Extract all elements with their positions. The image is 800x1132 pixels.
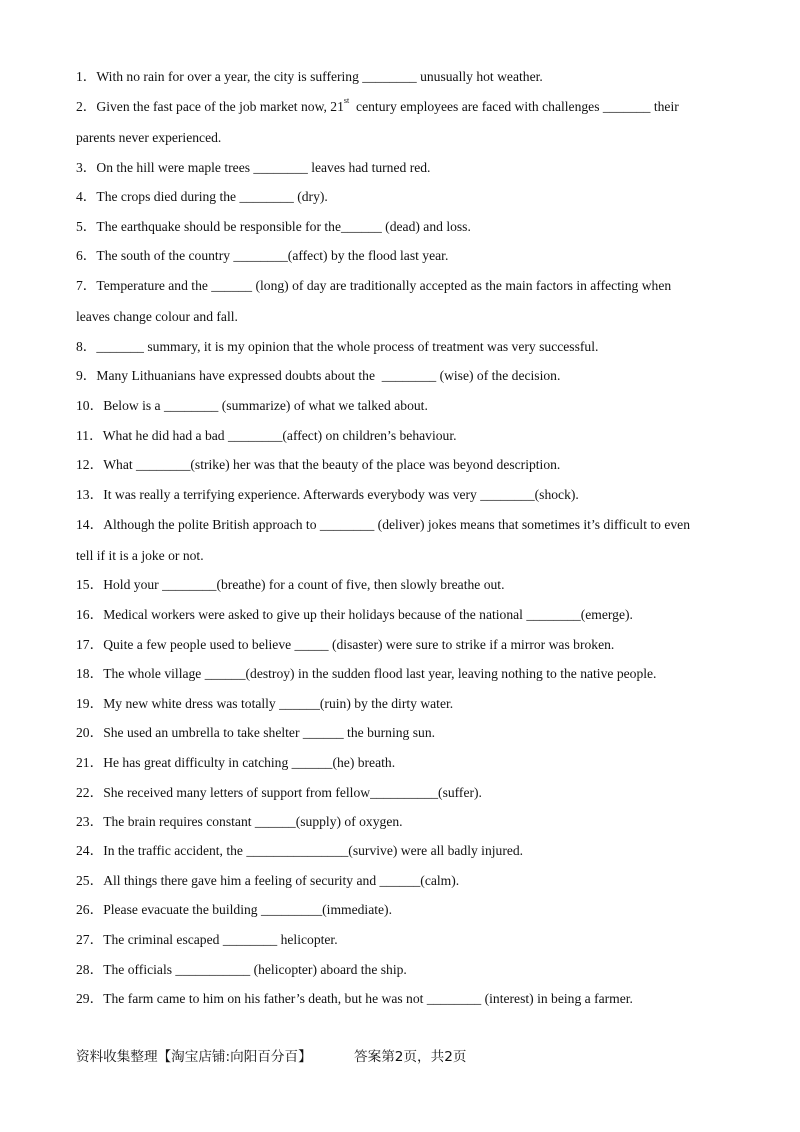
question-13 [76, 485, 579, 505]
question-text: With no rain for over a year, the city is suffering ________ unusually hot weather. [96, 69, 543, 84]
question-8 [76, 337, 598, 357]
question-number: 23． [76, 814, 104, 829]
question-27 [76, 930, 338, 950]
question-number: 29． [76, 991, 104, 1006]
question-5 [76, 217, 471, 237]
question-text: The south of the country ________(affect) by the flood last year. [96, 248, 449, 263]
question-number: 12． [76, 457, 104, 472]
question-text: The whole village ______(destroy) in the sudden flood last year, leaving nothing to the native people. [103, 666, 657, 681]
question-text: The earthquake should be responsible for the______ (dead) and loss. [96, 219, 471, 234]
question-number: 22． [76, 785, 104, 800]
question-number: 21． [76, 755, 104, 770]
question-number: 6． [76, 248, 97, 263]
question-number: 1． [76, 69, 97, 84]
question-text: All things there gave him a feeling of security and ______(calm). [103, 873, 460, 888]
question-number: 15． [76, 577, 104, 592]
question-text: The crops died during the ________ (dry). [96, 189, 328, 204]
question-26 [76, 900, 392, 920]
question-text: She used an umbrella to take shelter ______ the burning sun. [103, 725, 436, 740]
question-continuation: leaves change colour and fall. [76, 309, 238, 324]
question-text: She received many letters of support from fellow__________(suffer). [103, 785, 482, 800]
question-text: What he did had a bad ________(affect) on children’s behaviour. [102, 428, 457, 443]
question-number: 10． [76, 398, 104, 413]
question-7 [76, 276, 671, 296]
question-text: _______ summary, it is my opinion that the whole process of treatment was very successful. [96, 339, 599, 354]
question-number: 11． [76, 428, 103, 443]
question-6 [76, 246, 448, 266]
question-text: The farm came to him on his father’s death, but he was not ________ (interest) in being a farmer. [103, 991, 633, 1006]
question-number: 20． [76, 725, 104, 740]
question-number: 17． [76, 637, 104, 652]
question-number: 3． [76, 160, 97, 175]
question-number: 16． [76, 607, 104, 622]
question-3 [76, 158, 430, 178]
question-text: Quite a few people used to believe _____ (disaster) were sure to strike if a mirror was broken. [103, 637, 615, 652]
question-number: 7． [76, 278, 97, 293]
question-text: Although the polite British approach to ________ (deliver) jokes means that sometimes it’s difficult to even [103, 517, 691, 532]
question-9 [76, 366, 560, 386]
question-continuation: tell if it is a joke or not. [76, 548, 204, 563]
question-24 [76, 841, 523, 861]
question-number: 5． [76, 219, 97, 234]
question-number: 28． [76, 962, 104, 977]
question-continuation: parents never experienced. [76, 130, 222, 145]
question-text: He has great difficulty in catching ______(he) breath. [103, 755, 396, 770]
question-text: The officials ___________ (helicopter) aboard the ship. [103, 962, 407, 977]
question-14 [76, 515, 690, 535]
question-text: My new white dress was totally ______(ruin) by the dirty water. [103, 696, 454, 711]
question-text: Given the fast pace of the job market now, 21 [96, 99, 344, 114]
question-number: 18． [76, 666, 104, 681]
question-10 [76, 396, 428, 416]
question-text: In the traffic accident, the _______________(survive) were all badly injured. [103, 843, 524, 858]
question-4 [76, 187, 328, 207]
question-number: 13． [76, 487, 104, 502]
question-text: Many Lithuanians have expressed doubts about the ________ (wise) of the decision. [96, 368, 561, 383]
question-16 [76, 605, 633, 625]
question-22 [76, 783, 482, 803]
question-text: The criminal escaped ________ helicopter. [103, 932, 338, 947]
question-28 [76, 960, 407, 980]
page-footer [76, 1045, 466, 1065]
question-text: century employees are faced with challenges _______ their [349, 99, 679, 114]
question-text: Temperature and the ______ (long) of day are traditionally accepted as the main factors in affecting when [96, 278, 672, 293]
question-text: On the hill were maple trees ________ leaves had turned red. [96, 160, 431, 175]
question-number: 25． [76, 873, 104, 888]
question-18 [76, 664, 656, 684]
question-text: What ________(strike) her was that the beauty of the place was beyond description. [103, 457, 561, 472]
question-text: Hold your ________(breathe) for a count of five, then slowly breathe out. [103, 577, 505, 592]
question-text: Below is a ________ (summarize) of what we talked about. [103, 398, 428, 413]
question-20 [76, 723, 435, 743]
footer-page-number: 答案第2页，共2页 [354, 1049, 467, 1065]
footer-source: 资料收集整理【淘宝店铺:向阳百分百】 [76, 1049, 312, 1065]
question-12 [76, 455, 560, 475]
question-11 [76, 426, 457, 446]
question-2 [76, 97, 679, 117]
question-21 [76, 753, 395, 773]
question-1 [76, 67, 543, 87]
question-text: It was really a terrifying experience. Afterwards everybody was very ________(shock). [103, 487, 579, 502]
question-17 [76, 635, 614, 655]
question-text: Please evacuate the building _________(immediate). [103, 902, 392, 917]
question-25 [76, 871, 459, 891]
question-number: 19． [76, 696, 104, 711]
question-15 [76, 575, 504, 595]
question-number: 8． [76, 339, 97, 354]
question-19 [76, 694, 453, 714]
question-text: Medical workers were asked to give up their holidays because of the national ________(emerge). [103, 607, 633, 622]
question-number: 24． [76, 843, 104, 858]
question-number: 27． [76, 932, 104, 947]
question-29 [76, 989, 633, 1009]
question-text: The brain requires constant ______(supply) of oxygen. [103, 814, 403, 829]
question-number: 2． [76, 99, 97, 114]
question-number: 26． [76, 902, 104, 917]
question-number: 4． [76, 189, 97, 204]
superscript: st [343, 96, 350, 106]
question-23 [76, 812, 403, 832]
question-number: 9． [76, 368, 97, 383]
question-number: 14． [76, 517, 104, 532]
